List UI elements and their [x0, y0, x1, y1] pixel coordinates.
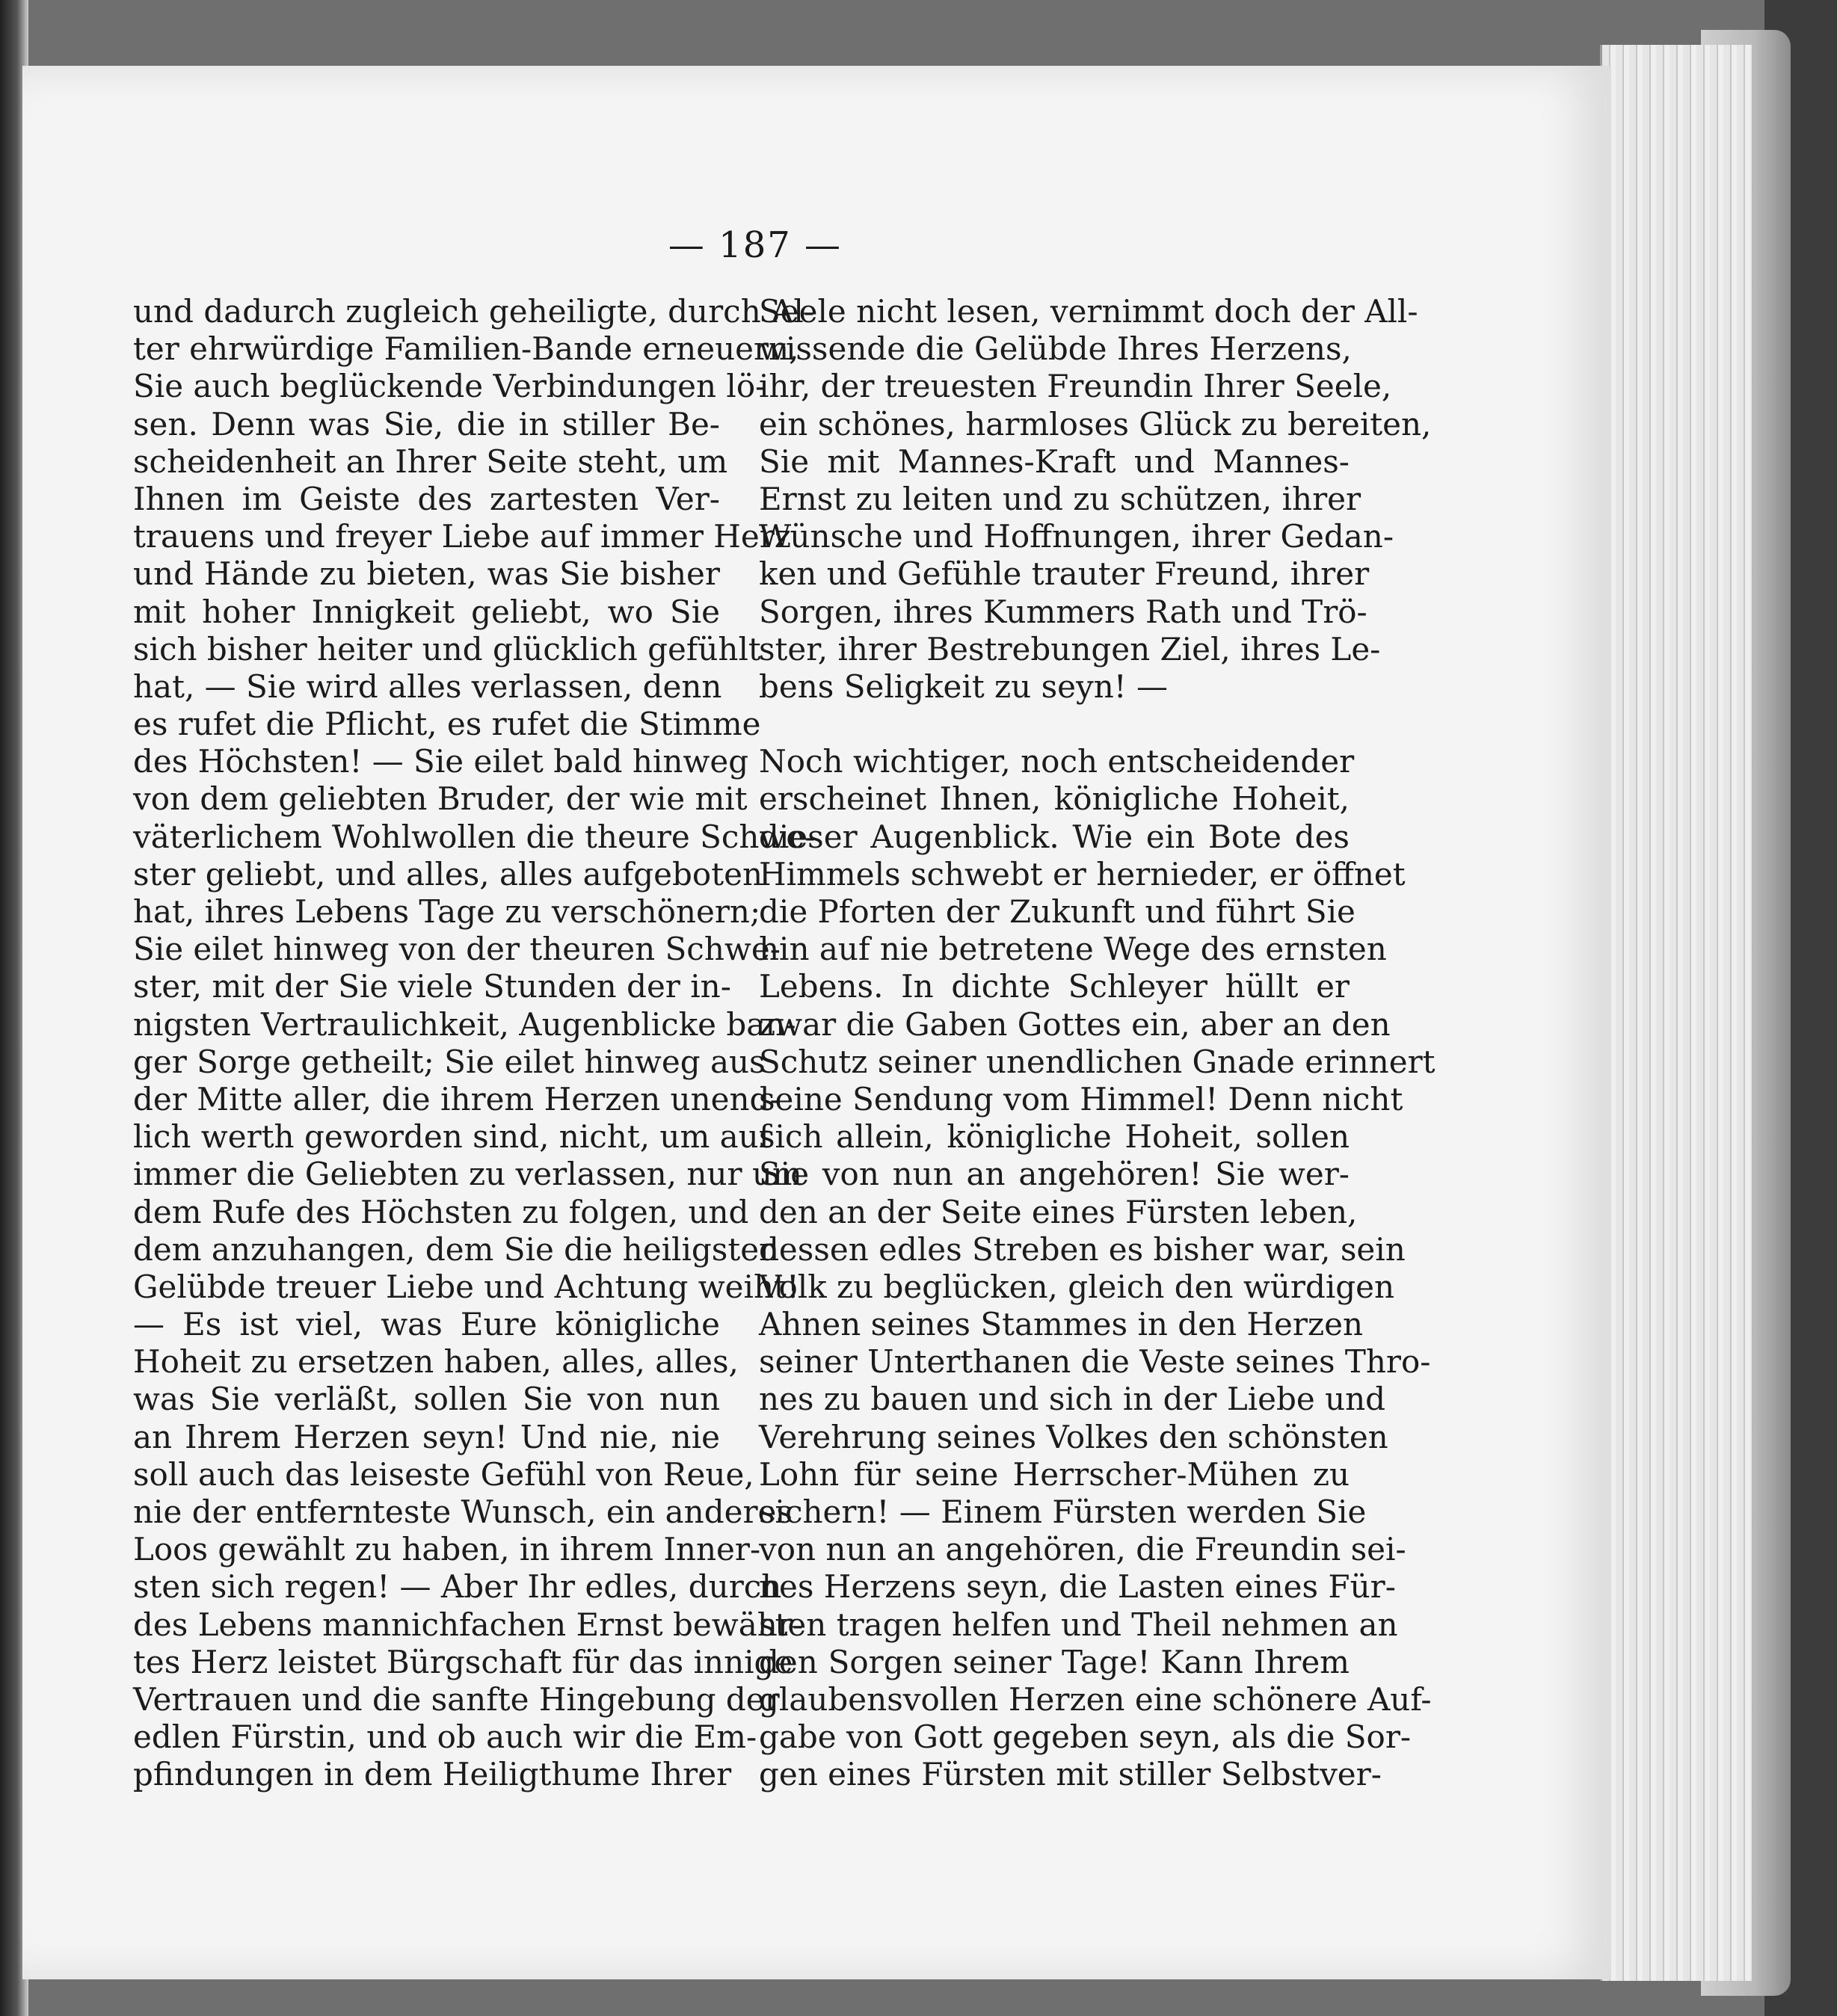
text-line: nie der entfernteste Wunsch, ein anderes — [133, 1493, 793, 1530]
text-line: mit hoher Innigkeit geliebt, wo Sie — [133, 593, 720, 630]
text-line: seiner Unterthanen die Veste seines Thro- — [759, 1343, 1431, 1381]
text-line: nes Herzens seyn, die Lasten eines Für- — [759, 1568, 1396, 1606]
text-line: sen. Denn was Sie, die in stiller Be- — [133, 405, 720, 443]
text-line: Sie eilet hinweg von der theuren Schwe- — [133, 931, 781, 968]
text-line: Sorgen, ihres Kummers Rath und Trö- — [759, 593, 1367, 630]
text-line: immer die Geliebten zu verlassen, nur um — [133, 1156, 802, 1193]
text-line: Sie mit Mannes-Kraft und Mannes- — [759, 443, 1350, 480]
text-line: Sie von nun an angehören! Sie wer- — [759, 1156, 1350, 1193]
text-line: Ernst zu leiten und zu schützen, ihrer — [759, 480, 1361, 517]
text-line: hat, ihres Lebens Tage zu verschönern; — [133, 893, 761, 930]
text-line: Schutz seiner unendlichen Gnade erinnert — [759, 1043, 1436, 1080]
text-line: edlen Fürstin, und ob auch wir die Em- — [133, 1718, 757, 1756]
text-line: Gelübde treuer Liebe und Achtung weiht! — [133, 1268, 799, 1305]
text-line: von dem geliebten Bruder, der wie mit — [133, 780, 748, 818]
text-line: sich bisher heiter und glücklich gefühlt — [133, 630, 761, 668]
text-line: Seele nicht lesen, vernimmt doch der All- — [759, 293, 1418, 330]
text-line: zwar die Gaben Gottes ein, aber an den — [759, 1005, 1391, 1043]
text-line: sten sich regen! — Aber Ihr edles, durch — [133, 1568, 782, 1606]
text-line: ster, mit der Sie viele Stunden der in- — [133, 968, 731, 1005]
page-stack-edge — [1600, 45, 1752, 1981]
text-line: väterlichem Wohlwollen die theure Schwe- — [133, 818, 816, 855]
text-line: Hoheit zu ersetzen haben, alles, alles, — [133, 1343, 739, 1381]
text-line: tes Herz leistet Bürgschaft für das innige — [133, 1643, 793, 1680]
text-line: des Höchsten! — Sie eilet bald hinweg — [133, 743, 749, 780]
text-line: und dadurch zugleich geheiligte, durch Al- — [133, 293, 815, 330]
text-line: Ihnen im Geiste des zartesten Ver- — [133, 480, 720, 517]
text-line: sich allein, königliche Hoheit, sollen — [759, 1118, 1350, 1156]
text-line: nigsten Vertraulichkeit, Augenblicke ban- — [133, 1005, 796, 1043]
text-line: glaubensvollen Herzen eine schönere Auf- — [759, 1680, 1432, 1718]
text-line: der Mitte aller, die ihrem Herzen unend- — [133, 1080, 781, 1118]
text-line: ken und Gefühle trauter Freund, ihrer — [759, 555, 1370, 593]
text-line: des Lebens mannichfachen Ernst bewähr- — [133, 1606, 804, 1643]
text-line: dem Rufe des Höchsten zu folgen, und — [133, 1193, 749, 1230]
paragraph-gap — [759, 706, 1350, 743]
text-line: Verehrung seines Volkes den schönsten — [759, 1418, 1388, 1455]
text-line: und Hände zu bieten, was Sie bisher — [133, 555, 720, 593]
text-line: dieser Augenblick. Wie ein Bote des — [759, 818, 1350, 855]
text-line: ger Sorge getheilt; Sie eilet hinweg aus — [133, 1043, 766, 1080]
text-line: den Sorgen seiner Tage! Kann Ihrem — [759, 1643, 1350, 1680]
text-line: lich werth geworden sind, nicht, um auf — [133, 1118, 771, 1156]
text-line: ein schönes, harmloses Glück zu bereiten, — [759, 405, 1432, 443]
text-line: Ahnen seines Stammes in den Herzen — [759, 1306, 1364, 1343]
text-line: ster, ihrer Bestrebungen Ziel, ihres Le- — [759, 630, 1381, 668]
text-line: den an der Seite eines Fürsten leben, — [759, 1193, 1358, 1230]
text-line: gabe von Gott gegeben seyn, als die Sor- — [759, 1718, 1412, 1756]
right-text-column — [759, 293, 1436, 1794]
text-line: seine Sendung vom Himmel! Denn nicht — [759, 1080, 1403, 1118]
text-line: Himmels schwebt er hernieder, er öffnet — [759, 855, 1406, 893]
text-line: dessen edles Streben es bisher war, sein — [759, 1230, 1406, 1268]
text-line: es rufet die Pflicht, es rufet die Stimme — [133, 706, 761, 743]
text-line: Vertrauen und die sanfte Hingebung der — [133, 1680, 780, 1718]
text-line: ter ehrwürdige Familien-Bande erneuern, — [133, 330, 799, 368]
text-line: trauens und freyer Liebe auf immer Herz — [133, 518, 791, 555]
text-line: Lebens. In dichte Schleyer hüllt er — [759, 968, 1350, 1005]
text-line: nes zu bauen und sich in der Liebe und — [759, 1381, 1386, 1418]
text-line: pfindungen in dem Heiligthume Ihrer — [133, 1756, 732, 1793]
text-line: Loos gewählt zu haben, in ihrem Inner- — [133, 1531, 761, 1568]
text-line: Lohn für seine Herrscher-Mühen zu — [759, 1455, 1350, 1493]
text-line: hat, — Sie wird alles verlassen, denn — [133, 668, 722, 705]
text-line: ihr, der treuesten Freundin Ihrer Seele, — [759, 368, 1392, 405]
left-text-column — [133, 293, 816, 1794]
text-line: die Pforten der Zukunft und führt Sie — [759, 893, 1356, 930]
text-line: bens Seligkeit zu seyn! — — [759, 668, 1168, 705]
text-line: Wünsche und Hoffnungen, ihrer Gedan- — [759, 518, 1394, 555]
text-line: sichern! — Einem Fürsten werden Sie — [759, 1493, 1367, 1530]
page-number: — 187 — — [668, 224, 843, 266]
text-line: erscheinet Ihnen, königliche Hoheit, — [759, 780, 1350, 818]
text-line: — Es ist viel, was Eure königliche — [133, 1306, 720, 1343]
text-line: Volk zu beglücken, gleich den würdigen — [759, 1268, 1395, 1305]
text-line: soll auch das leiseste Gefühl von Reue, — [133, 1455, 754, 1493]
text-line: dem anzuhangen, dem Sie die heiligsten — [133, 1230, 780, 1268]
text-line: wissende die Gelübde Ihres Herzens, — [759, 330, 1352, 368]
text-line: scheidenheit an Ihrer Seite steht, um — [133, 443, 728, 480]
text-line: Noch wichtiger, noch entscheidender — [759, 743, 1355, 780]
text-line: ster geliebt, und alles, alles aufgeboten — [133, 855, 763, 893]
text-line: Sie auch beglückende Verbindungen lö- — [133, 368, 766, 405]
text-line: an Ihrem Herzen seyn! Und nie, nie — [133, 1418, 720, 1455]
text-line: sten tragen helfen und Theil nehmen an — [759, 1606, 1398, 1643]
text-line: hin auf nie betretene Wege des ernsten — [759, 931, 1387, 968]
text-line: von nun an angehören, die Freundin sei- — [759, 1531, 1406, 1568]
text-line: was Sie verläßt, sollen Sie von nun — [133, 1381, 720, 1418]
text-line: gen eines Fürsten mit stiller Selbstver- — [759, 1756, 1382, 1793]
